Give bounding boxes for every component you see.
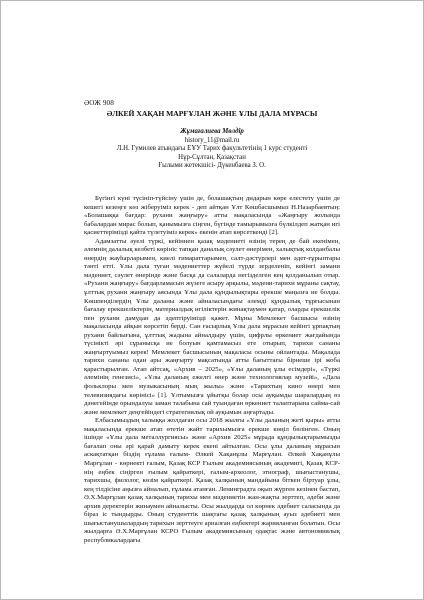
author-city: Нұр-Сұлтан, Қазақстан <box>178 153 246 161</box>
udc-code: ӘОЖ 908 <box>84 99 114 107</box>
paragraph: Елбасымыздың халыққа жолдаған осы 2018 жылғы «Ұлы даланың жеті қыры» атты мақаласында ерекше атап өтетін жайт тарихымызға ерекше көңіл бөлінген. Оның ішінде «Ұлы дала металлургиясы» және «Архив 2025» мұрада құндылықтарымызды бағалап оны әрі қарай дамыту керек екені айтылған. Осы ұлы даланың мұрасын аскақтатқан біздің ғұлама ғалым- Әлкей Хақанұлы Марғұлан. Әлкей Хақанұлы Марғұлан - көрнекті ғалым, Қазақ КСР Ғылым академиясының академигі, Қазақ КСР-нің еңбек сіңірген ғылым қайраткері, ғалым-археолог, этнограф, шығыстанушы, тарихшы, филолог, көзім қайраткері. Қазақ халқының мандайына біткен біртуар ұлы, кең тілдісіне аңызға айналып, ғұлама атанған. Ленинградта оқып жүрген кезінен бастап, Ә.Х.Марғұлан қазақ халқының тарихы мен мәдениетін жан-жақты зерттеп, әдеби және архив деректерін жинаумен айналысты. Осы жылдарда ол көрнек әдебиет саласында да біраз іс тындырды. Оның студенттік шақтағы қазақ халқының ауыз әдебиеті мен шығыстанушылардың тарихын зерттеуге арналған еңбектері жарияланған болатын. Осы жылдарға Ә.Х.Марғұлан КСРО Ғылым академиясының одақтас және автономиялық республикалардағы <box>84 417 340 544</box>
paragraph: Адамзатты әуелі түркі, кейіннен қазақ мәдениеті өзінің терең де бай екенімен, әлемнің далалық келбеті көрініс тапқан даналық сәулет өнерімен, халықтық колданбалы өнердің жауһарларымен, киелі ғимараттарымен, салт-дәстүрлері мен әдет-ғұрыптары тәнті етті. Ұлы дала туған мәдениеттер жүйелі түрде зерделеніп, кейінгі замани мәдениет, сәулет өнерінде және басқа да салаларда негізделген кең қолданылып отыр. «Рухани жаңғыру» бағдарламасын жүзеге асыру арқылы, мәдени-тарихи мұраны сақтау, ұлттық рухани жаңғыру аясында Ұлы дала құндылықтары ерекше маңызға ие болды. Көшпенділердің Ұлы даланы және айналасындағы әлемді құндылық тұрғысынан бағалау ерекшеліктерін, материалдық игіліктерін жинақтаумен қатар, оларды ерекшелік пен рухани дамудан да әдептіруімізді қажет. Мұны Мемлекет басшысы өзінің мақаласында айқын көрсетіп берді. Сан ғасырлық Ұлы дала мұрасын кейінгі ұрпақтың рухани байлығына, ұлттық жадына айналдыру үшін, цифрлы өркениет жағдайында түсінікті әрі сұранысқа ие болуын қамтамасыз ете отырып, тарихи сананы жаңғыртуымыз керек! Мемлекет басшысының мақаласы осыны ойлантады. Мақалада тарихи сананы одан ары жаңғырту мақсатында атты бағыттағы бірнеше ірі жоба қарастырылған. Атап айтсақ, «Архив – 2025», «Ұлы даланың ұлы есімдері», «Түркі әлемінің генезисі», «Ұлы даланың ежелгі өнер және технологиялар музейі», «Дала фольклоры мен музыкасының мың жылы» және «Тарихтың кино өнері мен телевизиядағы көрінісі» [1]. Ұлтымызға ұйытқы болар осы ауқымды шаралардың өз дәнегейінде орындалуы заман талабына сай туындаған өркениет талаптарына сайма-сай және мемлекет деңгейіндегі стратегиялық ой ауқымын аңғартады. <box>84 237 340 416</box>
paragraph: Бүгінгі күні түсініп-түйсіну үшін де, болашақтың дидарын көре елестету үшін де кешегі кезеңге көз жіберуіміз керек - деп айтқан Ұлт Көшбасшымыз Н.Назарбаевтың: «Болашаққа бағдар: рухани жаңғыру» атты мақаласында «Жаңғыру жолында бабалардан мирас болып, қанымызға сіңген, бүгінде тамырымызға бүлкілдеп жатқан игі қасиеттерімізді қайта түлетуіміз керек» екенін атап көрсеткенді [2]. <box>84 195 340 237</box>
author-supervisor: Ғылыми жетекшісі- Дүкенбаева З. О. <box>158 162 266 170</box>
author-name: Жұмағалиева Мөлдір <box>180 128 244 135</box>
author-email: history_11@mail.ru <box>184 136 240 144</box>
author-block <box>84 128 340 171</box>
article-title: ӘЛКЕЙ ХАҚАН МАРҒҰЛАН ЖӘНЕ ҰЛЫ ДАЛА МҰРАСЫ <box>106 109 318 118</box>
article-body <box>84 195 340 545</box>
author-affiliation: Л.Н. Гумилев атындағы ЕҰУ Тарих факультетінің 1 курс студенті <box>116 145 308 153</box>
